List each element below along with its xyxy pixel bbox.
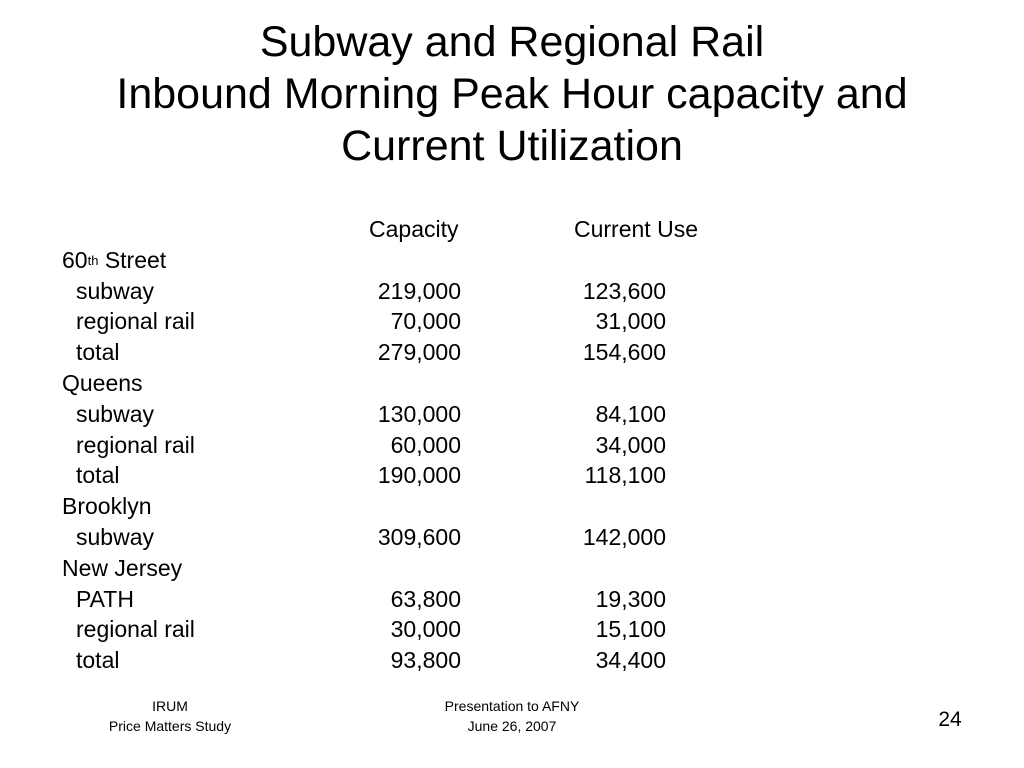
current-use-value: 123,600 [582, 277, 666, 304]
capacity-value: 63,800 [390, 585, 461, 612]
group-label-superscript: th [87, 252, 99, 268]
capacity-value: 279,000 [377, 339, 461, 366]
capacity-value: 309,600 [377, 523, 461, 550]
footer-center [402, 696, 622, 736]
footer-left [70, 696, 270, 736]
table-row [62, 614, 762, 645]
title-line-3: Current Utilization [341, 122, 683, 170]
table-header-row [62, 214, 762, 245]
capacity-value: 219,000 [377, 277, 461, 304]
group-label-number: 60 [62, 246, 88, 273]
capacity-value: 130,000 [377, 400, 461, 427]
current-use-value: 19,300 [595, 585, 666, 612]
row-label: subway [76, 523, 154, 550]
current-use-value: 154,600 [582, 339, 666, 366]
group-row-60th-street [62, 245, 762, 276]
group-row-brooklyn [62, 491, 762, 522]
group-label: Queens [62, 369, 143, 396]
page-number: 24 [938, 708, 962, 731]
table-row [62, 460, 762, 491]
slide-title [0, 16, 1024, 172]
current-use-value: 84,100 [595, 400, 666, 427]
table-row [62, 276, 762, 307]
group-row-new-jersey [62, 553, 762, 584]
table-row [62, 645, 762, 676]
table-row [62, 337, 762, 368]
current-use-header: Current Use [574, 216, 698, 242]
row-label: regional rail [76, 616, 195, 643]
capacity-value: 70,000 [390, 308, 461, 335]
footer-left-line-2: Price Matters Study [108, 718, 232, 734]
current-use-value: 118,100 [584, 462, 666, 489]
capacity-header: Capacity [369, 216, 459, 242]
row-label: subway [76, 400, 154, 427]
table-row [62, 306, 762, 337]
footer-left-line-1: IRUM [152, 698, 188, 714]
group-row-queens [62, 368, 762, 399]
capacity-value: 60,000 [390, 431, 461, 458]
footer-center-line-2: June 26, 2007 [467, 718, 557, 734]
group-label: New Jersey [62, 554, 183, 581]
table-row [62, 584, 762, 615]
current-use-value: 31,000 [595, 308, 666, 335]
group-label [62, 245, 166, 280]
row-label: total [76, 647, 120, 674]
footer-center-line-1: Presentation to AFNY [444, 698, 580, 714]
capacity-value: 30,000 [390, 616, 461, 643]
table-row [62, 430, 762, 461]
current-use-value: 15,100 [595, 616, 666, 643]
row-label: subway [76, 277, 154, 304]
row-label: regional rail [76, 431, 195, 458]
row-label: regional rail [76, 308, 195, 335]
group-label: Brooklyn [62, 493, 152, 520]
capacity-table [62, 214, 762, 676]
capacity-value: 190,000 [377, 462, 461, 489]
row-label: PATH [76, 585, 134, 612]
row-label: total [76, 339, 120, 366]
title-line-2: Inbound Morning Peak Hour capacity and [116, 70, 908, 118]
group-label-rest: Street [98, 246, 167, 273]
row-label: total [76, 462, 120, 489]
table-row [62, 522, 762, 553]
current-use-value: 34,400 [595, 647, 666, 674]
table-row [62, 399, 762, 430]
capacity-value: 93,800 [390, 647, 461, 674]
title-line-1: Subway and Regional Rail [259, 18, 765, 66]
current-use-value: 34,000 [595, 431, 666, 458]
current-use-value: 142,000 [582, 523, 666, 550]
